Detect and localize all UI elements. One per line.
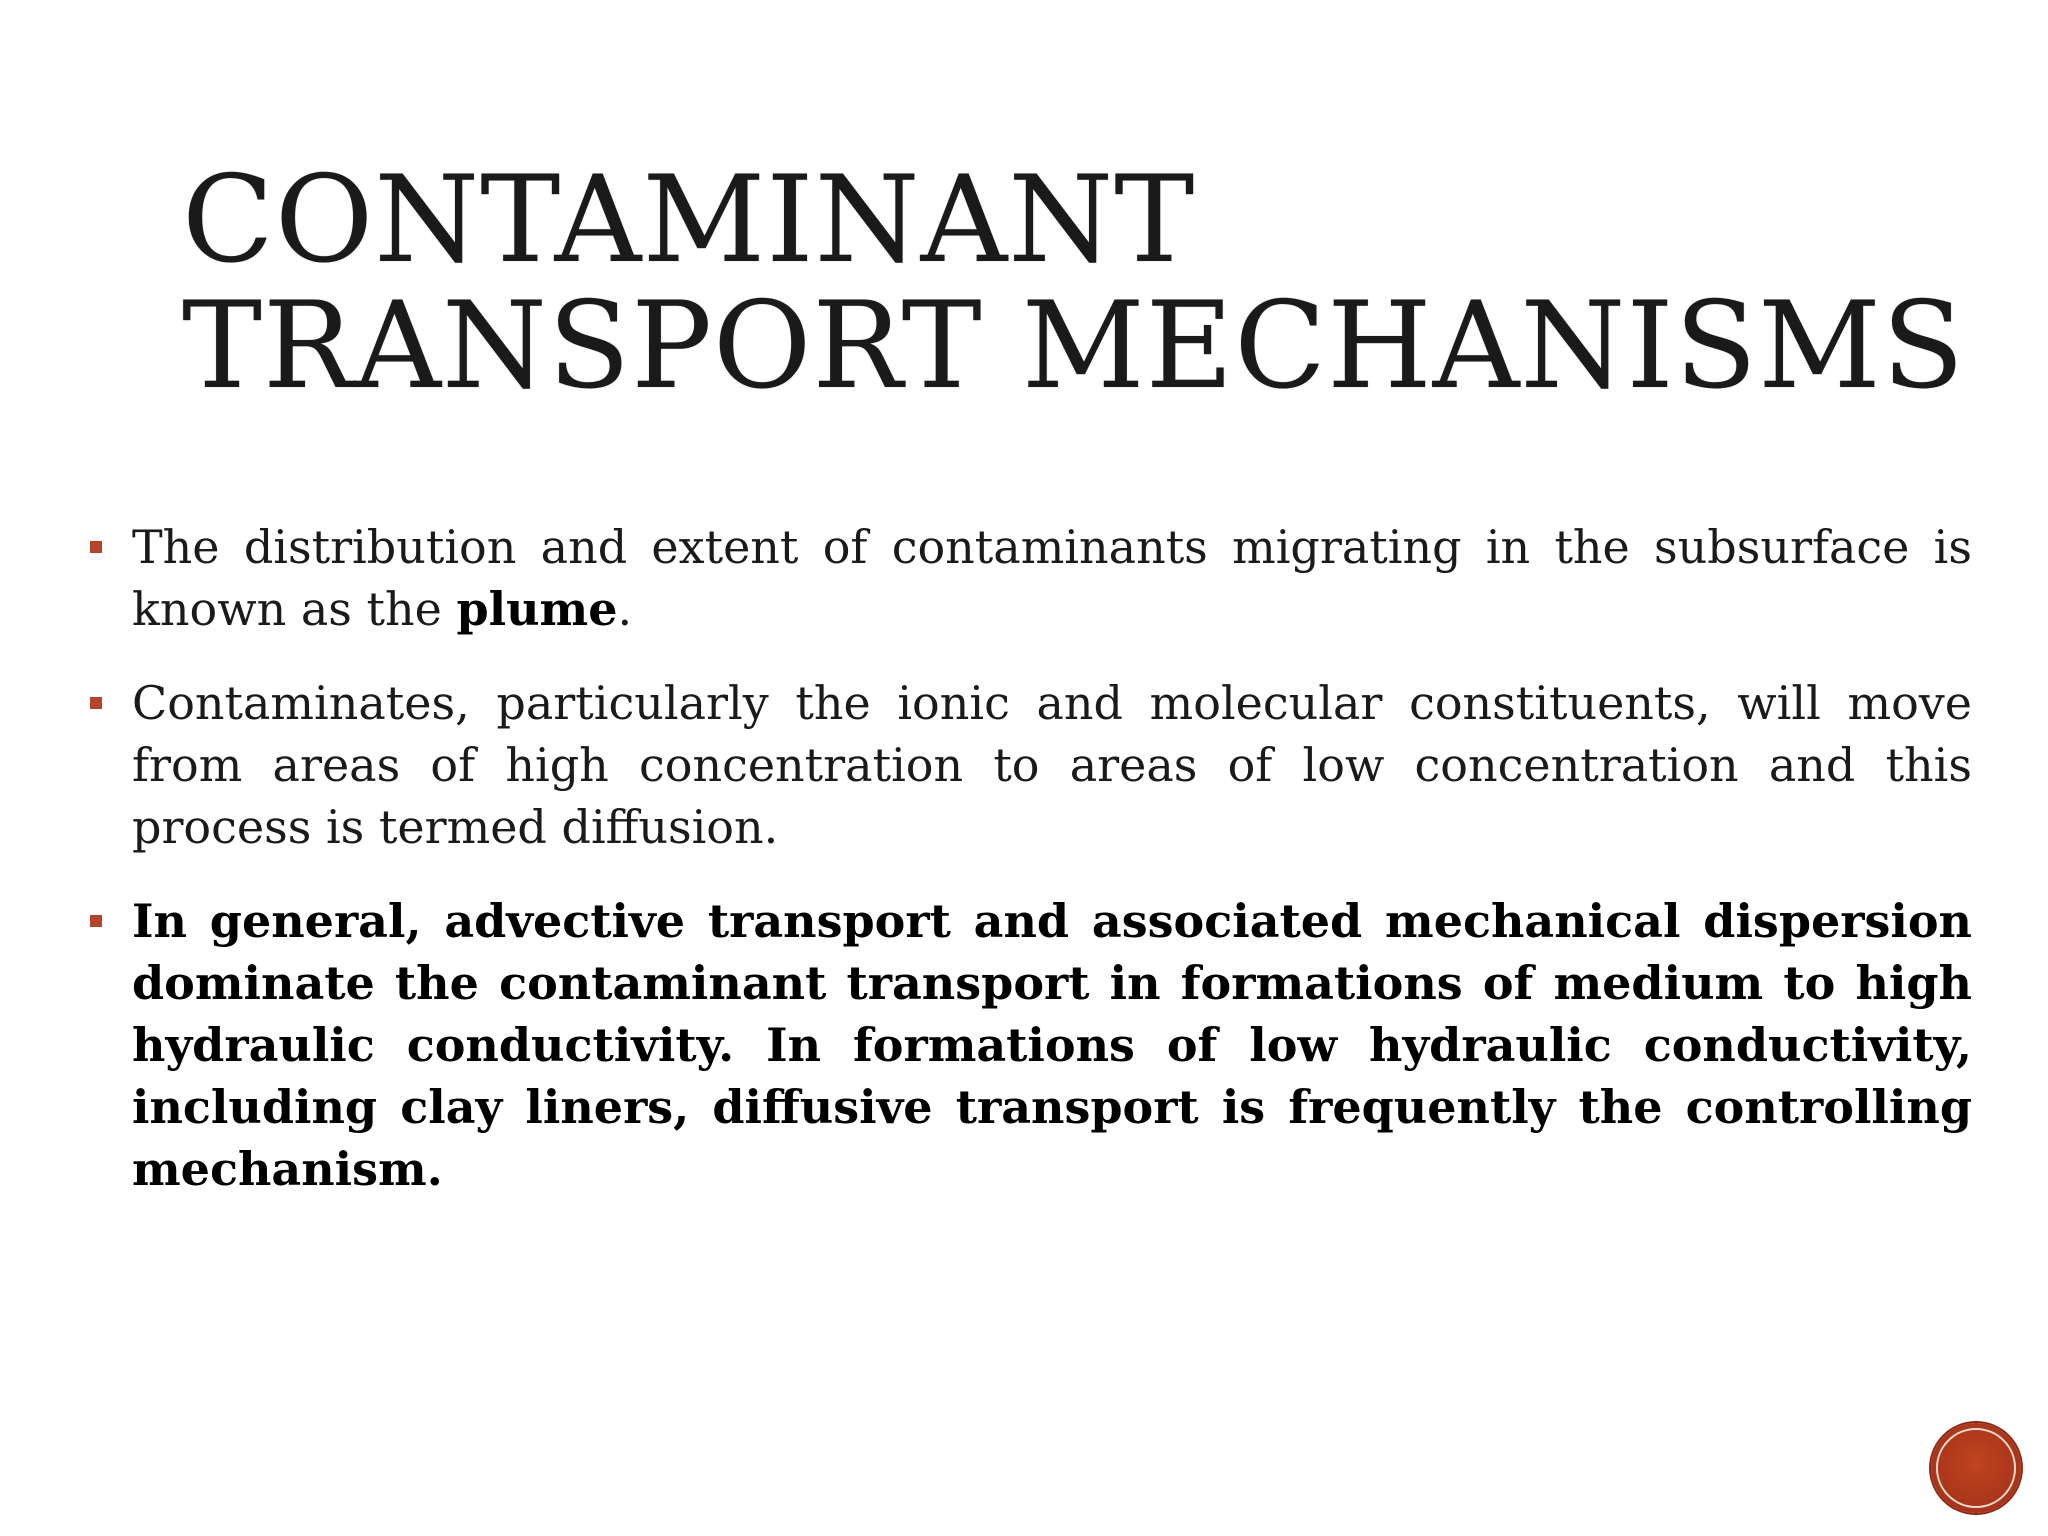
square-bullet-icon	[90, 697, 102, 709]
circle-button-icon	[1936, 1428, 2016, 1508]
slide-nav-button[interactable]	[1931, 1423, 2021, 1513]
bullet-text: In general, advective transport and associated mechanical dispersion dominate the contaminant transport in formations of medium to high hydraulic conductivity. In formations of low hydraulic conductivity, including clay liners, diffusive transport is frequently the controlling mechanism.	[132, 894, 1972, 1196]
slide-title-line-1: CONTAMINANT	[182, 151, 1196, 290]
slide-title-line-2: TRANSPORT MECHANISMS	[182, 277, 1966, 416]
bullet-item-plume	[90, 516, 1972, 640]
bullet-list	[90, 516, 1972, 1232]
bullet-item-advective	[90, 890, 1972, 1200]
bullet-item-diffusion	[90, 672, 1972, 858]
bullet-text: The distribution and extent of contaminants migrating in the subsurface is known as the	[132, 520, 1972, 636]
bullet-bold-term: plume	[456, 582, 618, 636]
bullet-text: Contaminates, particularly the ionic and molecular constituents, will move from areas of high concentration to areas of low concentration and this process is termed diffusion.	[132, 676, 1972, 854]
bullet-text-end: .	[617, 582, 633, 636]
slide-title	[182, 151, 1966, 416]
square-bullet-icon	[90, 915, 102, 927]
square-bullet-icon	[90, 541, 102, 553]
